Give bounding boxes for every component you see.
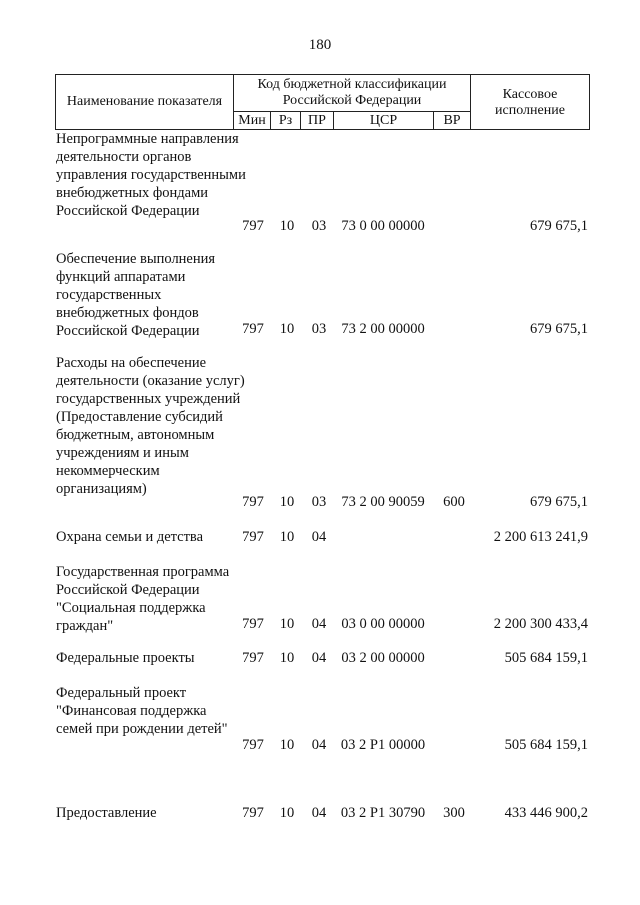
row-name: Непрограммные направления деятельности органов управления государственными внебюджетных фондами Российской Федерации	[56, 131, 246, 219]
row-name: Федеральные проекты	[56, 650, 195, 666]
row-min: 797	[242, 650, 264, 666]
row-rz: 10	[279, 616, 295, 632]
row-vr: 600	[443, 494, 465, 510]
header-code-group: Код бюджетной классификации Российской Федерации	[257, 77, 447, 108]
header-amount-col: Кассовое исполнение	[495, 87, 565, 118]
row-amount: 679 675,1	[530, 218, 588, 234]
header-name-col: Наименование показателя	[66, 94, 223, 109]
header-vr: ВР	[443, 113, 461, 128]
row-rz: 10	[279, 529, 295, 545]
row-pr: 04	[311, 650, 327, 666]
row-csr: 03 0 00 00000	[341, 616, 425, 632]
row-name: Обеспечение выполнения функций аппаратами государственных внебюджетных фондов Российской Федерации	[56, 251, 216, 339]
header-top-border	[55, 74, 590, 75]
row-min: 797	[242, 494, 264, 510]
header-rz: Рз	[278, 113, 293, 128]
row-min: 797	[242, 529, 264, 545]
row-pr: 03	[311, 494, 327, 510]
row-name: Охрана семьи и детства	[56, 529, 204, 545]
row-amount: 505 684 159,1	[504, 737, 588, 753]
header-mid-border	[233, 111, 470, 112]
row-min: 797	[242, 218, 264, 234]
header-right-border	[589, 74, 590, 130]
table-row	[0, 130, 640, 236]
row-amount: 679 675,1	[530, 494, 588, 510]
header-divider	[470, 74, 471, 130]
header-min: Мин	[238, 113, 266, 128]
row-rz: 10	[279, 805, 295, 821]
page-number: 180	[308, 37, 332, 53]
row-amount: 2 200 613 241,9	[493, 529, 588, 545]
row-pr: 04	[311, 737, 327, 753]
row-rz: 10	[279, 737, 295, 753]
row-pr: 04	[311, 616, 327, 632]
row-min: 797	[242, 805, 264, 821]
row-min: 797	[242, 737, 264, 753]
row-csr: 03 2 P1 00000	[340, 737, 426, 753]
table-row	[0, 804, 640, 824]
row-csr: 73 0 00 00000	[341, 218, 425, 234]
table-row	[0, 563, 640, 635]
row-min: 797	[242, 321, 264, 337]
header-pr: ПР	[308, 113, 326, 128]
table-row	[0, 649, 640, 669]
row-amount: 2 200 300 433,4	[493, 616, 588, 632]
row-name: Федеральный проект "Финансовая поддержка семей при рождении детей"	[56, 685, 228, 737]
row-pr: 04	[311, 805, 327, 821]
row-pr: 04	[311, 529, 327, 545]
row-min: 797	[242, 616, 264, 632]
table-row	[0, 354, 640, 514]
row-amount: 679 675,1	[530, 321, 588, 337]
row-pr: 03	[311, 321, 327, 337]
row-vr: 300	[443, 805, 465, 821]
header-csr: ЦСР	[369, 113, 398, 128]
row-name: Государственная программа Российской Федерации "Социальная поддержка граждан"	[56, 564, 230, 634]
row-rz: 10	[279, 321, 295, 337]
row-amount: 433 446 900,2	[504, 805, 588, 821]
table-row	[0, 250, 640, 340]
row-pr: 03	[311, 218, 327, 234]
row-name: Предоставление	[56, 805, 157, 821]
row-rz: 10	[279, 650, 295, 666]
row-amount: 505 684 159,1	[504, 650, 588, 666]
table-row	[0, 528, 640, 548]
row-name: Расходы на обеспечение деятельности (оказание услуг) государственных учреждений (Предоставление субсидий бюджетным, автономным учреждениям и иным некоммерческим организациям)	[56, 355, 245, 497]
table-row	[0, 684, 640, 756]
row-csr: 03 2 00 00000	[341, 650, 425, 666]
row-rz: 10	[279, 218, 295, 234]
row-csr: 03 2 P1 30790	[340, 805, 426, 821]
row-rz: 10	[279, 494, 295, 510]
row-csr: 73 2 00 90059	[341, 494, 425, 510]
row-csr: 73 2 00 00000	[341, 321, 425, 337]
